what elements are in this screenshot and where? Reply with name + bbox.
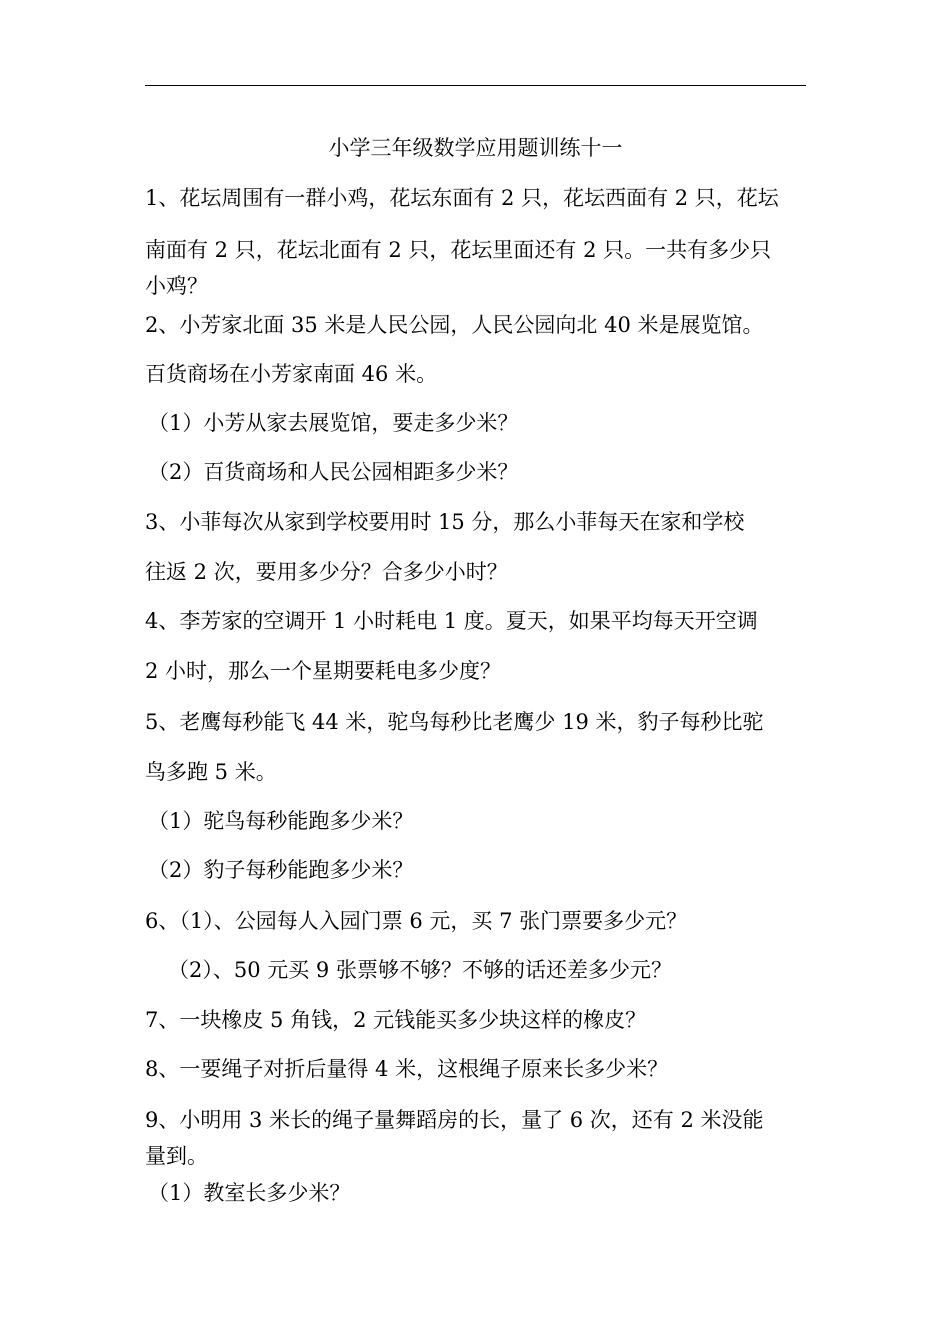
question-5-part-2: （2）豹子每秒能跑多少米？ — [148, 858, 414, 882]
question-8: 8、一要绳子对折后量得 4 米，这根绳子原来长多少米？ — [145, 1057, 669, 1081]
question-1-line-1: 1、花坛周围有一群小鸡，花坛东面有 2 只，花坛西面有 2 只，花坛 — [145, 186, 779, 210]
question-6-part-1: 6、（1）、公园每人入园门票 6 元，买 7 张门票要多少元？ — [145, 909, 688, 933]
question-5-line-1: 5、老鹰每秒能飞 44 米，驼鸟每秒比老鹰少 19 米，豹子每秒比驼 — [145, 710, 764, 734]
question-5-line-2: 鸟多跑 5 米。 — [145, 760, 277, 784]
question-7: 7、一块橡皮 5 角钱，2 元钱能买多少块这样的橡皮？ — [145, 1008, 647, 1032]
question-2-part-2: （2）百货商场和人民公园相距多少米？ — [148, 460, 519, 484]
question-5-part-1: （1）驼鸟每秒能跑多少米？ — [148, 809, 414, 833]
question-2-line-1: 2、小芳家北面 35 米是人民公园，人民公园向北 40 米是展览馆。 — [145, 313, 764, 337]
question-3-line-1: 3、小菲每次从家到学校要用时 15 分，那么小菲每天在家和学校 — [145, 510, 745, 534]
question-9-line-2: 量到。 — [145, 1144, 208, 1168]
question-9-line-1: 9、小明用 3 米长的绳子量舞蹈房的长，量了 6 次，还有 2 米没能 — [145, 1108, 764, 1132]
question-4-line-1: 4、李芳家的空调开 1 小时耗电 1 度。夏天，如果平均每天开空调 — [145, 609, 758, 633]
question-9-part-1: （1）教室长多少米？ — [148, 1181, 351, 1205]
question-1-line-2: 南面有 2 只，花坛北面有 2 只，花坛里面还有 2 只。一共有多少只 — [145, 238, 772, 262]
question-1-line-3: 小鸡？ — [145, 274, 208, 298]
page-title: 小学三年级数学应用题训练十一 — [328, 136, 623, 160]
question-4-line-2: 2 小时，那么一个星期要耗电多少度？ — [145, 659, 502, 683]
question-3-line-2: 往返 2 次，要用多少分？合多少小时？ — [145, 560, 508, 584]
question-2-line-2: 百货商场在小芳家南面 46 米。 — [145, 362, 438, 386]
question-2-part-1: （1）小芳从家去展览馆，要走多少米？ — [148, 411, 519, 435]
question-6-part-2: （2）、50 元买 9 张票够不够？不够的话还差多少元？ — [168, 958, 672, 982]
header-rule — [145, 85, 806, 86]
